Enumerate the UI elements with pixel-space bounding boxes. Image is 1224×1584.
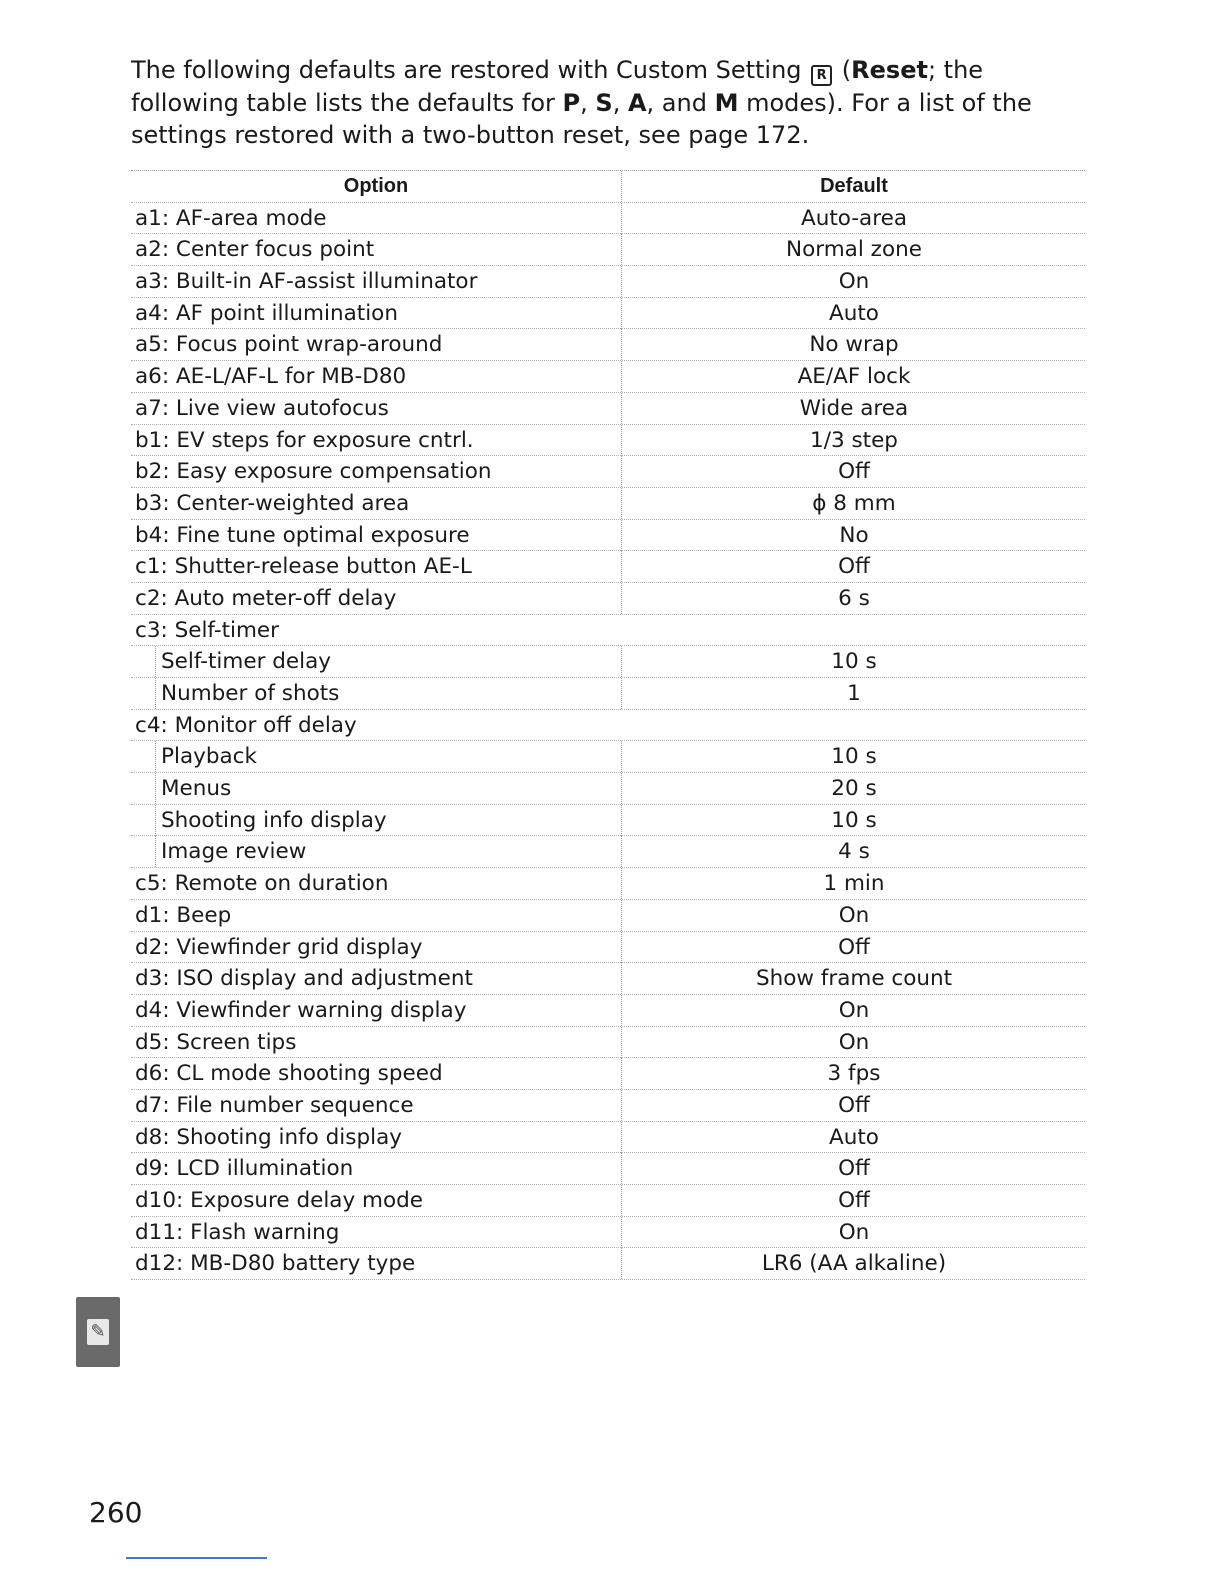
mode-s: S: [595, 88, 613, 117]
option-cell: Menus: [155, 773, 231, 804]
table-row: [131, 551, 1085, 583]
table-row: [131, 361, 1085, 393]
table-row: [131, 583, 1085, 615]
default-cell: Off: [621, 1185, 1086, 1216]
option-cell: c2: Auto meter-off delay: [135, 585, 397, 611]
option-cell: a5: Focus point wrap-around: [135, 332, 443, 358]
option-cell: b4: Fine tune optimal exposure: [135, 522, 470, 548]
table-row: [131, 456, 1085, 488]
table-row: [131, 1058, 1085, 1090]
option-cell: d6: CL mode shooting speed: [135, 1061, 443, 1087]
table-row: [131, 646, 1085, 678]
table-row: [131, 678, 1085, 710]
option-cell: d5: Screen tips: [135, 1029, 297, 1055]
default-cell: On: [621, 1217, 1086, 1248]
option-cell: d12: MB-D80 battery type: [135, 1251, 416, 1277]
option-cell: d1: Beep: [135, 902, 232, 928]
option-cell: c3: Self-timer: [135, 617, 279, 643]
table-row: [131, 1248, 1085, 1280]
default-cell: Off: [621, 456, 1086, 487]
page-number: 260: [89, 1496, 143, 1529]
option-cell: Playback: [155, 741, 257, 772]
option-cell: b2: Easy exposure compensation: [135, 459, 492, 485]
option-cell: a2: Center focus point: [135, 237, 375, 263]
table-row: [131, 900, 1085, 932]
intro-text: ,: [580, 88, 596, 117]
option-cell: d9: LCD illumination: [135, 1156, 354, 1182]
table-row: [131, 1217, 1085, 1249]
intro-text: ,: [612, 88, 628, 117]
table-row: [131, 773, 1085, 805]
option-cell: Image review: [155, 836, 306, 867]
table-row: [131, 615, 1085, 647]
default-cell: 6 s: [621, 583, 1086, 614]
table-row: [131, 1153, 1085, 1185]
table-row: [131, 234, 1085, 266]
option-cell: c4: Monitor off delay: [135, 712, 357, 738]
default-cell: Off: [621, 551, 1086, 582]
table-row: [131, 1122, 1085, 1154]
book-edit-icon: ✎: [87, 1319, 109, 1345]
default-cell: No: [621, 520, 1086, 551]
default-cell: 1 min: [621, 868, 1086, 899]
reset-menu-icon: R: [811, 65, 832, 86]
option-cell: d10: Exposure delay mode: [135, 1188, 424, 1213]
table-row: [131, 203, 1085, 235]
table-row: [131, 266, 1085, 298]
option-cell: d7: File number sequence: [135, 1092, 414, 1118]
table-row: [131, 329, 1085, 361]
default-cell: 3 fps: [621, 1058, 1086, 1089]
default-cell: On: [621, 900, 1086, 931]
default-cell: [621, 710, 1085, 741]
table-row: [131, 995, 1085, 1027]
option-cell: d4: Viewfinder warning display: [135, 997, 467, 1023]
intro-text: modes). For a list of the settings restored with a two-button reset, see page 172.: [131, 88, 1032, 149]
mode-p: P: [562, 88, 581, 117]
option-cell: a7: Live view autofocus: [135, 395, 389, 421]
default-cell: Off: [621, 932, 1086, 963]
intro-text: ; the following table lists the defaults for: [131, 56, 984, 117]
intro-text: The following defaults are restored with Custom Setting: [131, 56, 810, 84]
reset-label: Reset: [851, 56, 928, 84]
default-cell: Auto-area: [621, 203, 1086, 234]
default-cell: 10 s: [621, 741, 1086, 772]
table-row: [131, 425, 1085, 457]
option-cell: Shooting info display: [155, 805, 387, 836]
table-header-row: [131, 171, 1085, 203]
section-tab: [76, 1297, 120, 1367]
header-option: Option: [343, 175, 409, 197]
table-row: [131, 963, 1085, 995]
default-cell: Show frame count: [621, 963, 1086, 994]
option-cell: Number of shots: [155, 678, 339, 709]
option-cell: d2: Viewfinder grid display: [135, 934, 423, 960]
option-cell: Self-timer delay: [155, 646, 331, 677]
option-cell: b1: EV steps for exposure cntrl.: [135, 427, 474, 453]
table-row: [131, 836, 1085, 868]
table-row: [131, 932, 1085, 964]
option-cell: c1: Shutter-release button AE-L: [135, 554, 472, 580]
default-cell: 10 s: [621, 805, 1086, 836]
default-cell: On: [621, 995, 1086, 1026]
default-cell: ϕ 8 mm: [621, 488, 1086, 519]
option-cell: a1: AF-area mode: [135, 205, 327, 231]
default-cell: 4 s: [621, 836, 1086, 867]
option-cell: d3: ISO display and adjustment: [135, 966, 473, 992]
default-cell: [621, 615, 1085, 646]
default-cell: Off: [621, 1090, 1086, 1121]
table-row: [131, 1027, 1085, 1059]
table-row: [131, 520, 1085, 552]
intro-paragraph: [131, 54, 1091, 152]
table-row: [131, 488, 1085, 520]
option-cell: a3: Built-in AF-assist illuminator: [135, 269, 478, 295]
default-cell: Auto: [621, 1122, 1086, 1153]
default-cell: No wrap: [621, 329, 1086, 360]
option-cell: a6: AE-L/AF-L for MB-D80: [135, 364, 407, 390]
default-cell: AE/AF lock: [621, 361, 1086, 392]
option-cell: d11: Flash warning: [135, 1219, 340, 1245]
option-cell: a4: AF point illumination: [135, 300, 398, 326]
option-cell: d8: Shooting info display: [135, 1124, 402, 1150]
defaults-table: [131, 170, 1085, 1280]
table-row: [131, 805, 1085, 837]
default-cell: Auto: [621, 298, 1086, 329]
table-row: [131, 710, 1085, 742]
default-cell: 1: [621, 678, 1086, 709]
table-row: [131, 1090, 1085, 1122]
default-cell: LR6 (AA alkaline): [621, 1248, 1086, 1279]
mode-m: M: [714, 88, 739, 117]
table-row: [131, 298, 1085, 330]
default-cell: Off: [621, 1153, 1086, 1184]
default-cell: Wide area: [621, 393, 1086, 424]
header-default: Default: [621, 171, 1086, 202]
table-row: [131, 868, 1085, 900]
footer-rule: [126, 1557, 267, 1559]
option-cell: c5: Remote on duration: [135, 871, 389, 897]
default-cell: Normal zone: [621, 234, 1086, 265]
default-cell: 20 s: [621, 773, 1086, 804]
table-row: [131, 393, 1085, 425]
option-cell: b3: Center-weighted area: [135, 490, 410, 516]
table-row: [131, 741, 1085, 773]
intro-text: (: [834, 56, 852, 84]
default-cell: On: [621, 266, 1086, 297]
default-cell: On: [621, 1027, 1086, 1058]
intro-text: , and: [646, 88, 715, 117]
mode-a: A: [627, 88, 647, 117]
table-body: [131, 203, 1085, 1280]
default-cell: 1/3 step: [621, 425, 1086, 456]
table-row: [131, 1185, 1085, 1217]
default-cell: 10 s: [621, 646, 1086, 677]
